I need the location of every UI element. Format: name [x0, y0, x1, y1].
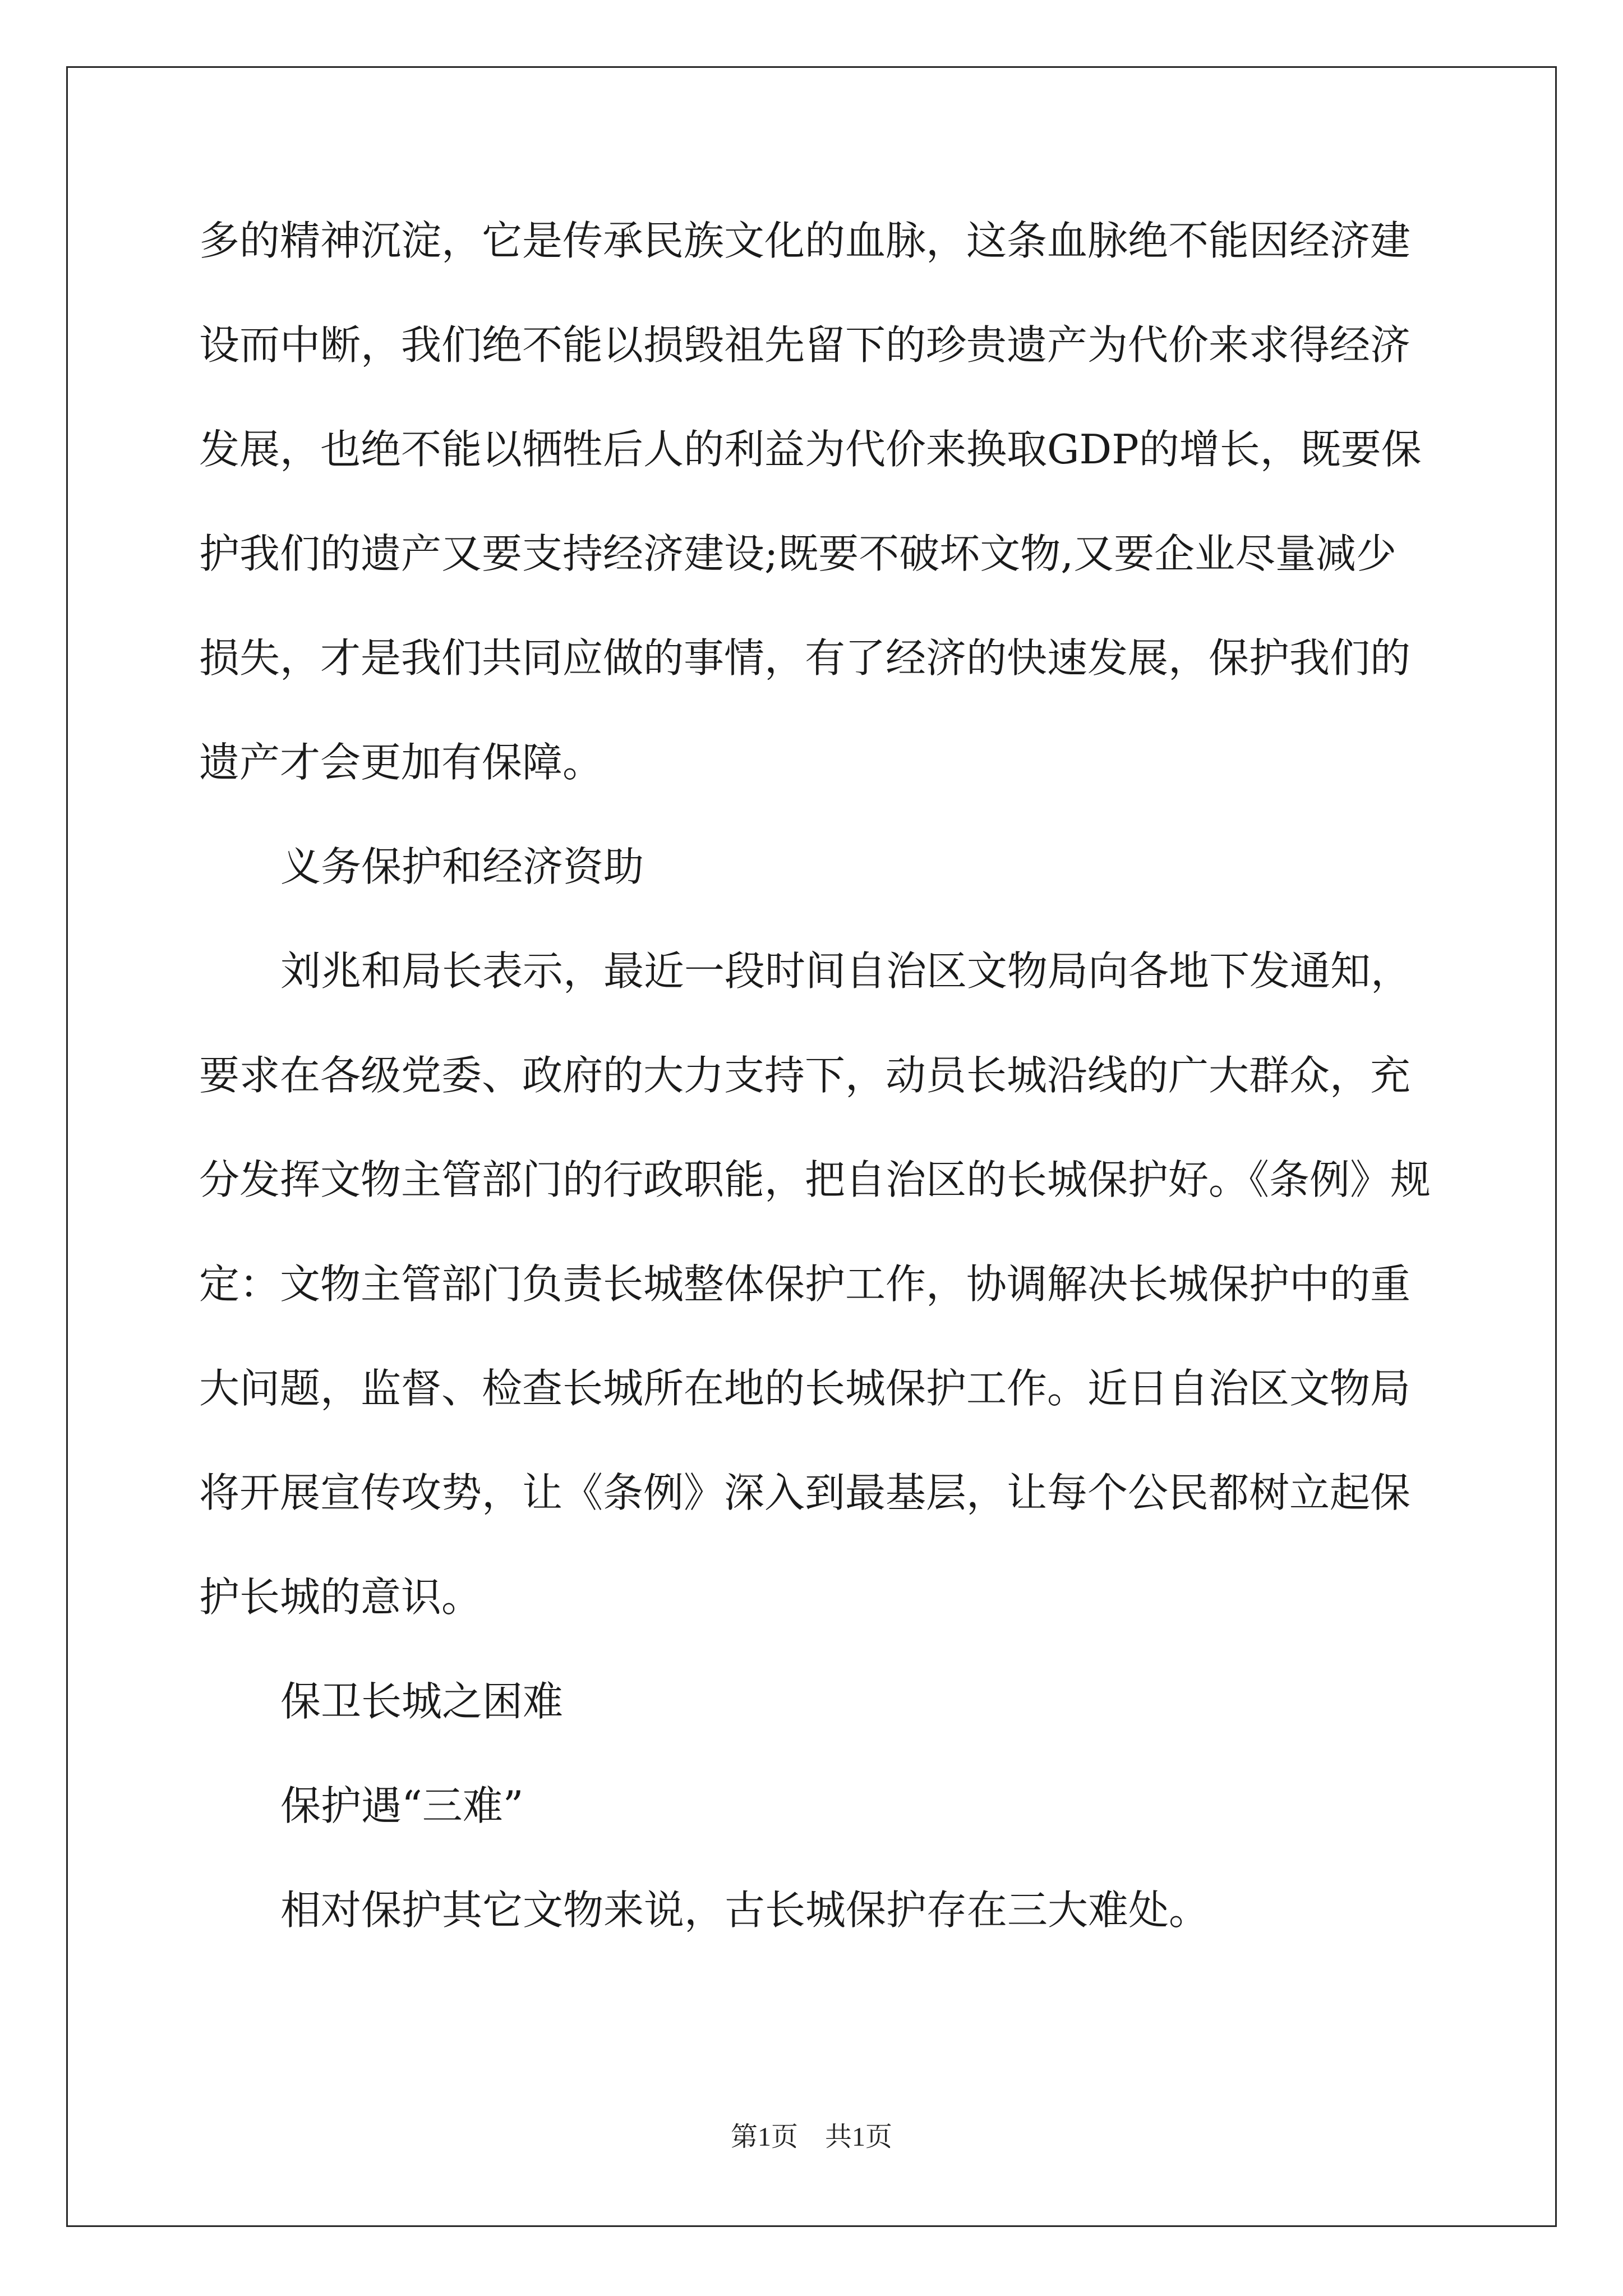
paragraph-line: 分发挥文物主管部门的行政职能，把自治区的长城保护好。《条例》规	[199, 1156, 1431, 1203]
paragraph-line: 护我们的遗产又要支持经济建设;既要不破坏文物,又要企业尽量减少	[199, 530, 1397, 577]
paragraph-line: 定：文物主管部门负责长城整体保护工作，协调解决长城保护中的重	[199, 1260, 1411, 1308]
paragraph-line: 护长城的意识。	[199, 1573, 482, 1621]
section-heading: 保卫长城之困难	[280, 1678, 564, 1725]
section-heading: 保护遇“三难”	[280, 1782, 524, 1829]
paragraph-line: 要求在各级党委、政府的大力支持下，动员长城沿线的广大群众，充	[199, 1052, 1411, 1099]
paragraph-line: 遗产才会更加有保障。	[199, 739, 603, 786]
paragraph-3: 相对保护其它文物来说，古长城保护存在三大难处。	[280, 1887, 1210, 1934]
paragraph-line: 大问题，监督、检查长城所在地的长城保护工作。近日自治区文物局	[199, 1365, 1411, 1412]
paragraph-line: 发展，也绝不能以牺牲后人的利益为代价来换取GDP的增长，既要保	[199, 426, 1422, 473]
section-heading: 义务保护和经济资助	[280, 843, 644, 890]
paragraph-line: 多的精神沉淀，它是传承民族文化的血脉，这条血脉绝不能因经济建	[199, 217, 1411, 264]
paragraph-line: 设而中断，我们绝不能以损毁祖先留下的珍贵遗产为代价来求得经济	[199, 321, 1411, 369]
paragraph-line: 损失，才是我们共同应做的事情，有了经济的快速发展，保护我们的	[199, 634, 1411, 682]
paragraph-2	[199, 1023, 1430, 1649]
page-footer: 第1页 共1页	[730, 2122, 892, 2152]
paragraph-line: 将开展宣传攻势，让《条例》深入到最基层，让每个公民都树立起保	[199, 1469, 1411, 1516]
paragraph-2-first-line: 刘兆和局长表示，最近一段时间自治区文物局向各地下发通知，	[280, 947, 1412, 995]
paragraph-1	[199, 188, 1430, 815]
